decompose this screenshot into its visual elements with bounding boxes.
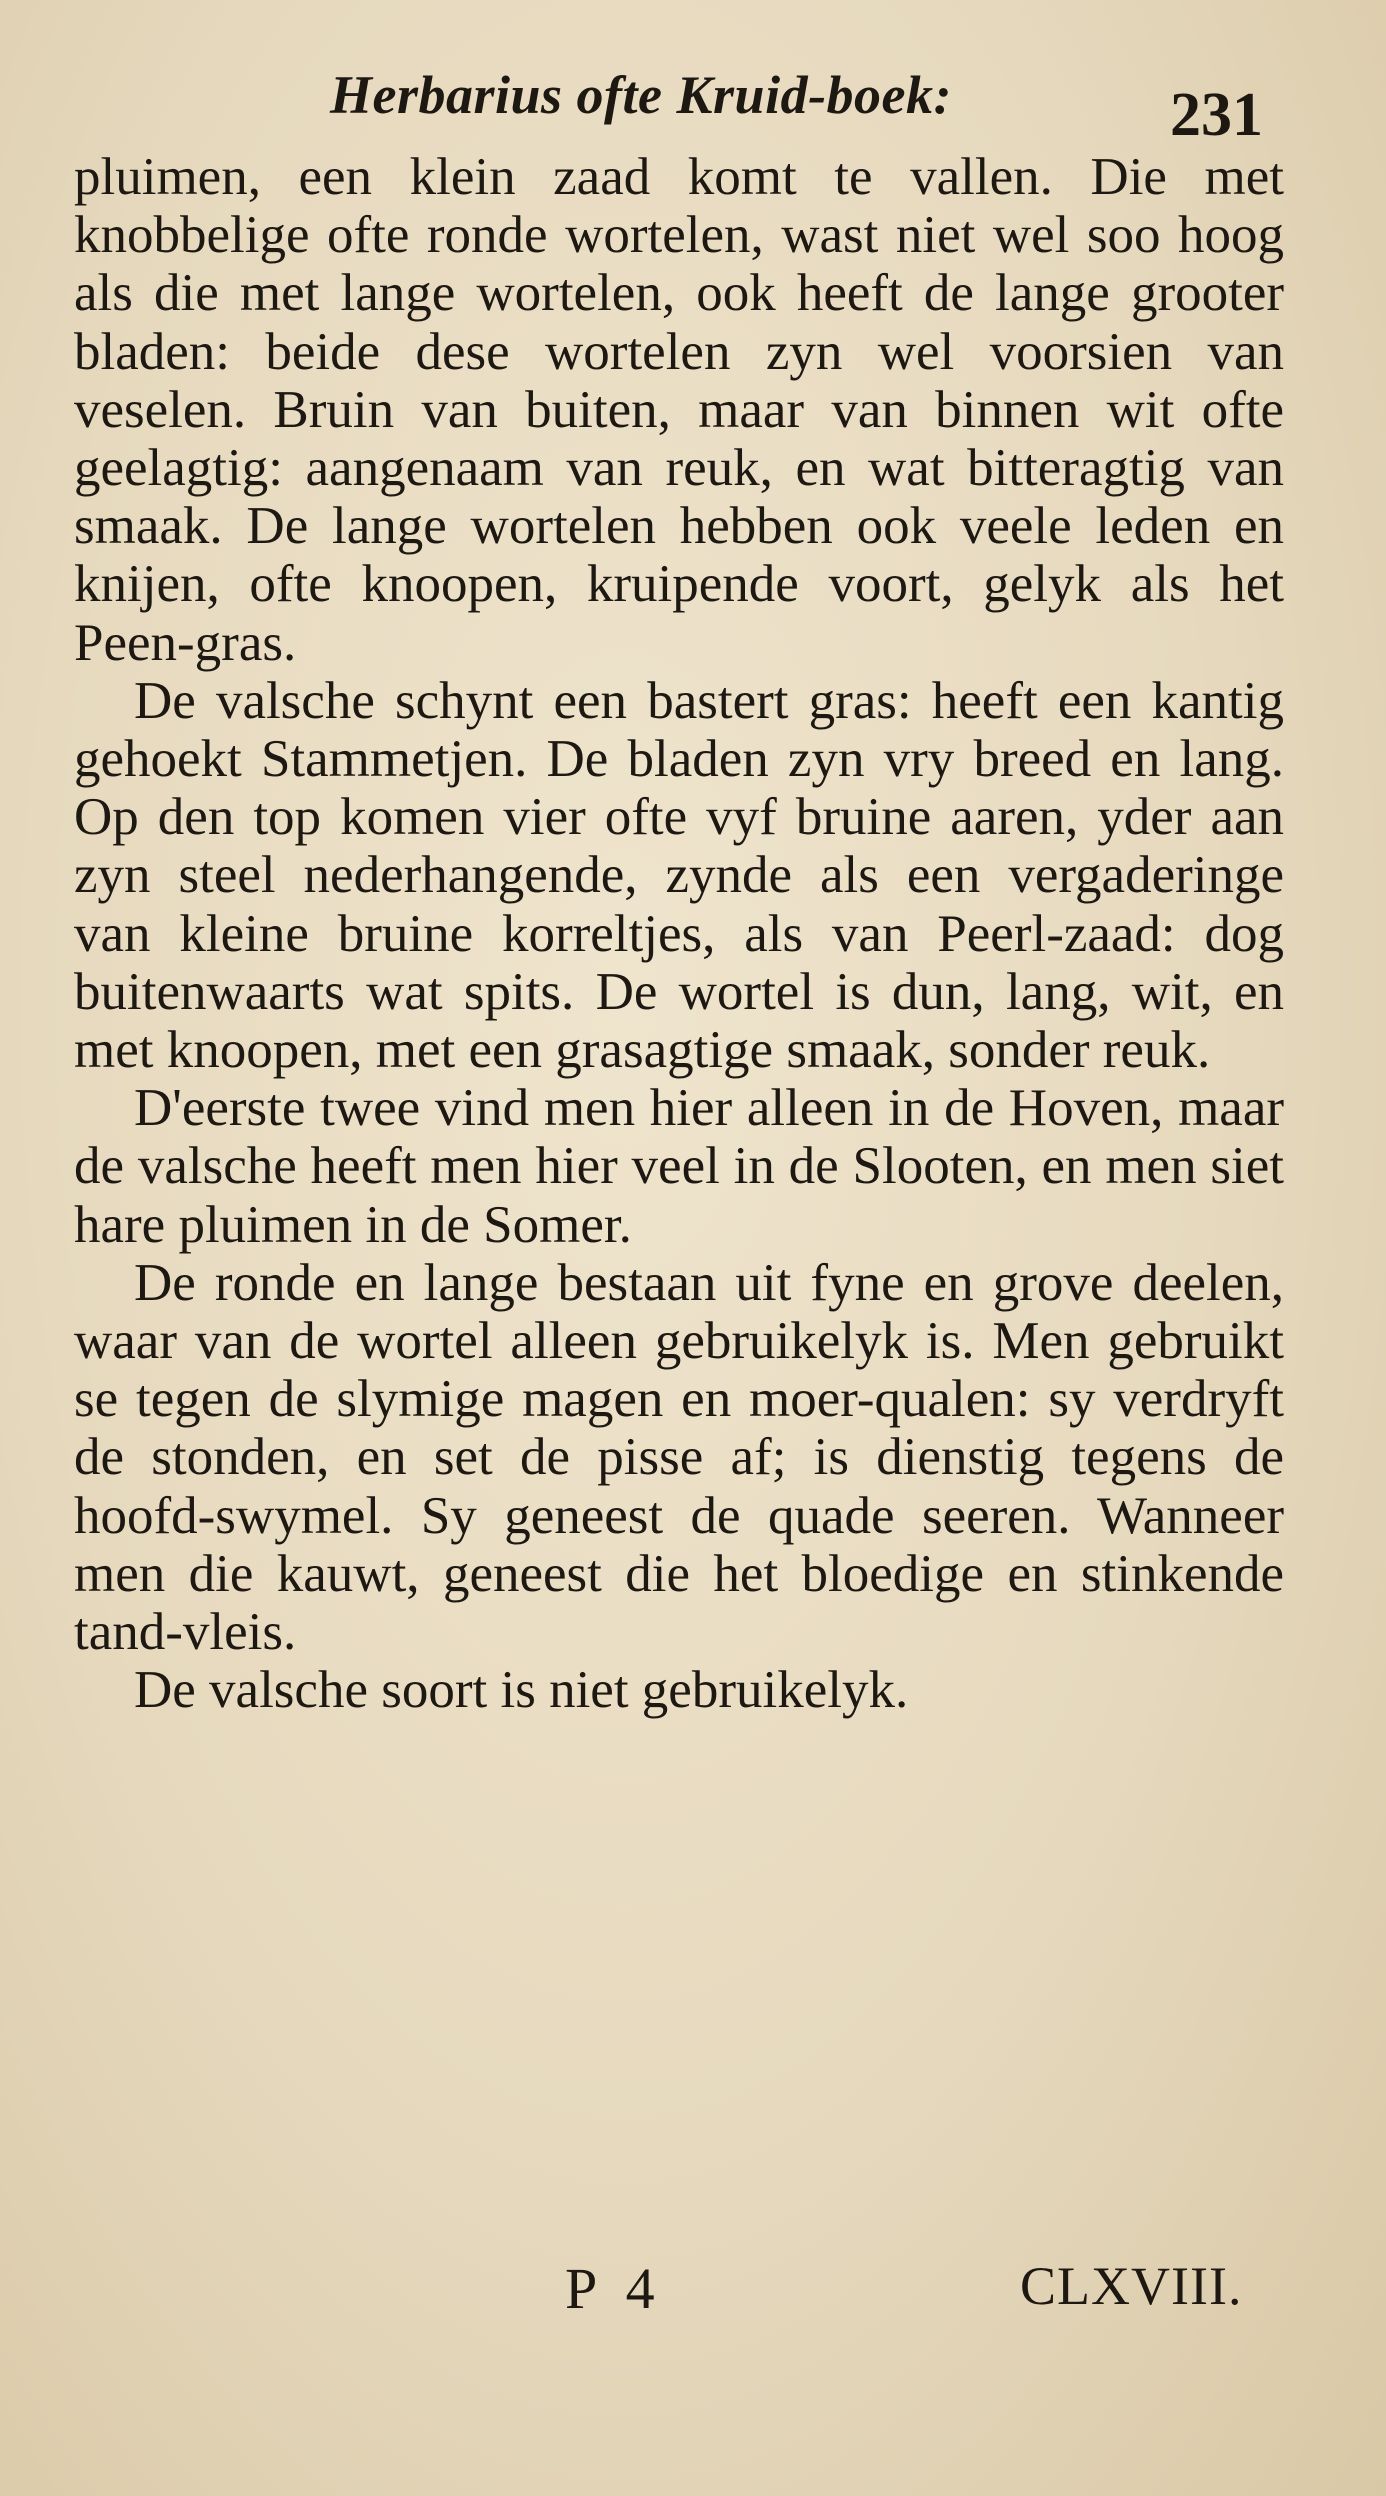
paragraph-valsche-use: De valsche soort is niet gebruikelyk. [134,1661,909,1720]
paragraph-valsche: De valsche schynt een bastert gras: heeft een kantig gehoekt Stammetjen. De bladen zyn vry breed en lang. Op den top komen vier ofte vyf bruine aaren, yder aan zyn steel nederhangende, zynde als een vergaderinge van kleine bruine korreltjes, als van Peerl-zaad: dog buitenwaarts wat spits. De wortel is dun, lang, wit, en met knoopen, met een grasagtige smaak, sonder reuk. [74,671,1284,1080]
paragraph-uses: De ronde en lange bestaan uit fyne en grove deelen, waar van de wortel alleen gebruikelyk is. Men gebruikt se tegen de slymige magen en moer-qualen: sy verdryft de stonden, en set de pisse af; is dienstig tegens de hoofd-swymel. Sy geneest de quade seeren. Wanneer men die kauwt, geneest die het bloedige en stinkende tand-vleis. [74,1253,1284,1662]
paragraph-description: pluimen, een klein zaad komt te vallen. Die met knobbelige ofte ronde wortelen, wast niet wel soo hoog als die met lange wortelen, ook heeft de lange grooter bladen: beide dese wortelen zyn wel voorsien van veselen. Bruin van buiten, maar van binnen wit ofte geelagtig: aangenaam van reuk, en wat bitteragtig van smaak. De lange wortelen hebben ook veele leden en knijen, ofte knoopen, kruipende voort, gelyk als het Peen-gras. [74,148,1284,672]
page-header [0,58,1386,149]
paragraph-habitat: D'eerste twee vind men hier alleen in de Hoven, maar de valsche heeft men hier veel in de Slooten, en men siet hare pluimen in de Somer. [74,1079,1284,1254]
body-text [74,148,1284,1719]
page-number: 231 [1170,81,1263,149]
page-footer [0,2255,1386,2335]
signature-mark: P 4 [565,2256,663,2321]
show-through-text [60,1780,1300,1831]
running-title: Herbarius ofte Kruid-boek: [330,65,953,125]
catchword: CLXVIII. [1020,2256,1243,2316]
